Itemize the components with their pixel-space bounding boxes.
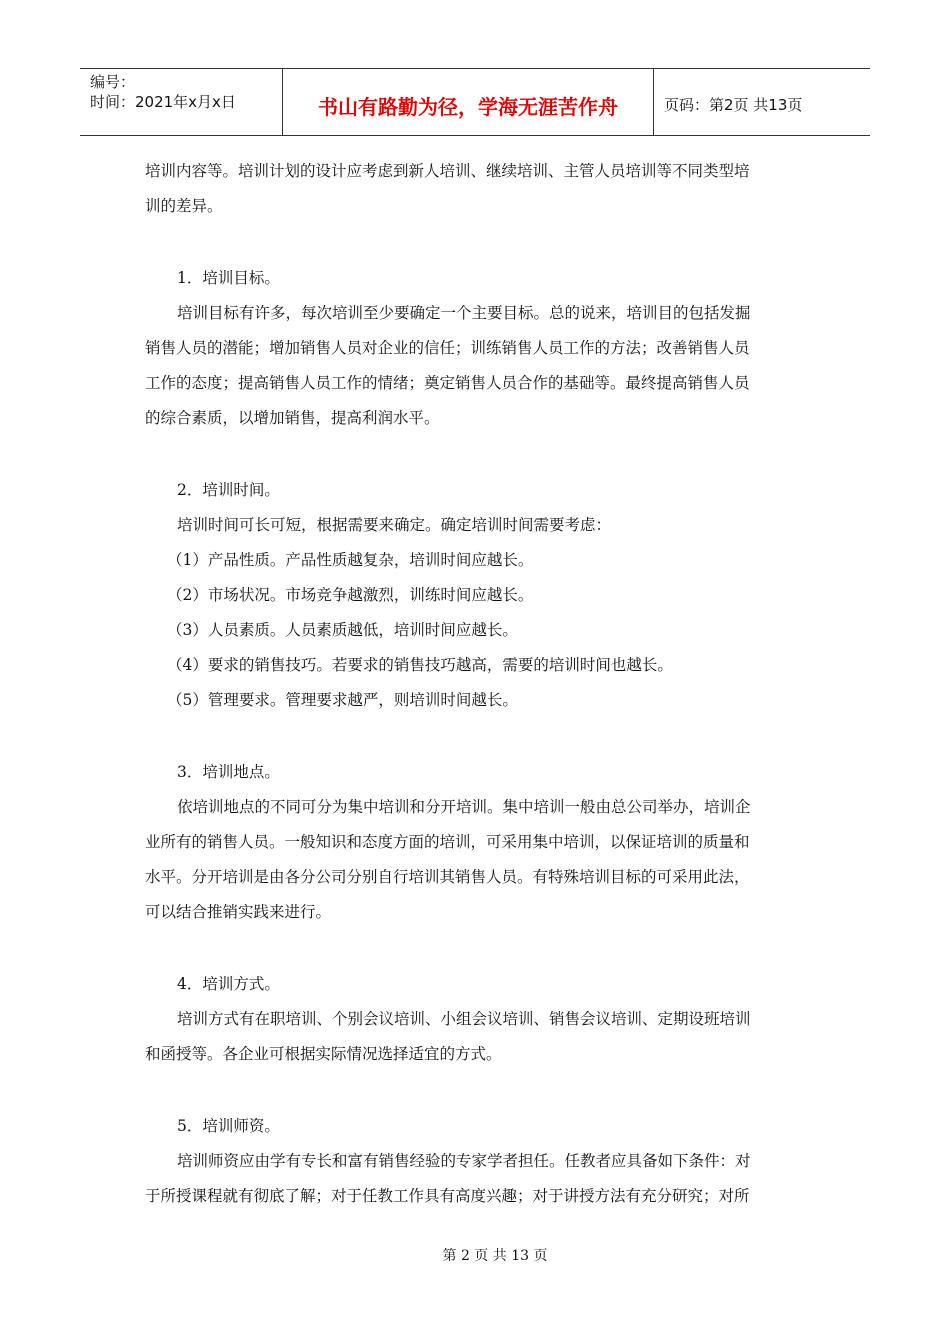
header-meta xyxy=(80,69,282,135)
paragraph-line: 和函授等。各企业可根据实际情况选择适宜的方式。 xyxy=(145,1045,502,1063)
paragraph-line: 培训时间可长可短，根据需要来确定。确定培训时间需要考虑： xyxy=(177,516,612,534)
section-heading-method: 4．培训方式。 xyxy=(177,975,280,993)
paragraph-line: 销售人员的潜能；增加销售人员对企业的信任；训练销售人员工作的方法；改善销售人员 xyxy=(145,339,750,357)
list-item: （2）市场状况。市场竞争越激烈，训练时间应越长。 xyxy=(167,586,534,604)
paragraph-line: 的综合素质，以增加销售，提高利润水平。 xyxy=(145,409,440,427)
list-item: （3）人员素质。人员素质越低，培训时间应越长。 xyxy=(167,621,518,639)
section-heading-location: 3．培训地点。 xyxy=(177,763,280,781)
paragraph-line: 水平。分开培训是由各分公司分别自行培训其销售人员。有特殊培训目标的可采用此法， xyxy=(145,868,750,886)
paragraph-line: 于所授课程就有彻底了解；对于任教工作具有高度兴趣；对于讲授方法有充分研究；对所 xyxy=(145,1187,750,1205)
paragraph-line: 培训内容等。培训计划的设计应考虑到新人培训、继续培训、主管人员培训等不同类型培 xyxy=(145,162,750,180)
page-header xyxy=(80,68,870,136)
section-heading-time: 2．培训时间。 xyxy=(177,481,280,499)
paragraph-line: 培训师资应由学有专长和富有销售经验的专家学者担任。任教者应具备如下条件：对 xyxy=(177,1152,751,1170)
paragraph-line: 工作的态度；提高销售人员工作的情绪；奠定销售人员合作的基础等。最终提高销售人员 xyxy=(145,374,750,392)
paragraph-line: 可以结合推销实践来进行。 xyxy=(145,903,332,921)
document-time-label: 时间：2021年x月x日 xyxy=(90,93,236,111)
header-motto: 书山有路勤为径，学海无涯苦作舟 xyxy=(282,69,654,135)
paragraph-line: 依培训地点的不同可分为集中培训和分开培训。集中培训一般由总公司举办，培训企 xyxy=(177,798,751,816)
list-item: （1）产品性质。产品性质越复杂，培训时间应越长。 xyxy=(167,551,534,569)
document-number-label: 编号： xyxy=(90,73,136,91)
page-footer: 第 2 页 共 13 页 xyxy=(442,1248,548,1264)
document-body xyxy=(145,154,810,1214)
paragraph-line: 培训目标有许多，每次培训至少要确定一个主要目标。总的说来，培训目的包括发掘 xyxy=(177,304,751,322)
section-heading-goal: 1．培训目标。 xyxy=(177,269,280,287)
paragraph-line: 业所有的销售人员。一般知识和态度方面的培训，可采用集中培训，以保证培训的质量和 xyxy=(145,833,750,851)
list-item: （4）要求的销售技巧。若要求的销售技巧越高，需要的培训时间也越长。 xyxy=(167,656,673,674)
header-page-number: 页码：第2页 共13页 xyxy=(664,95,803,114)
list-item: （5）管理要求。管理要求越严，则培训时间越长。 xyxy=(167,691,518,709)
section-heading-teachers: 5．培训师资。 xyxy=(177,1117,280,1135)
paragraph-line: 训的差异。 xyxy=(145,197,223,215)
paragraph-line: 培训方式有在职培训、个别会议培训、小组会议培训、销售会议培训、定期设班培训 xyxy=(177,1010,751,1028)
